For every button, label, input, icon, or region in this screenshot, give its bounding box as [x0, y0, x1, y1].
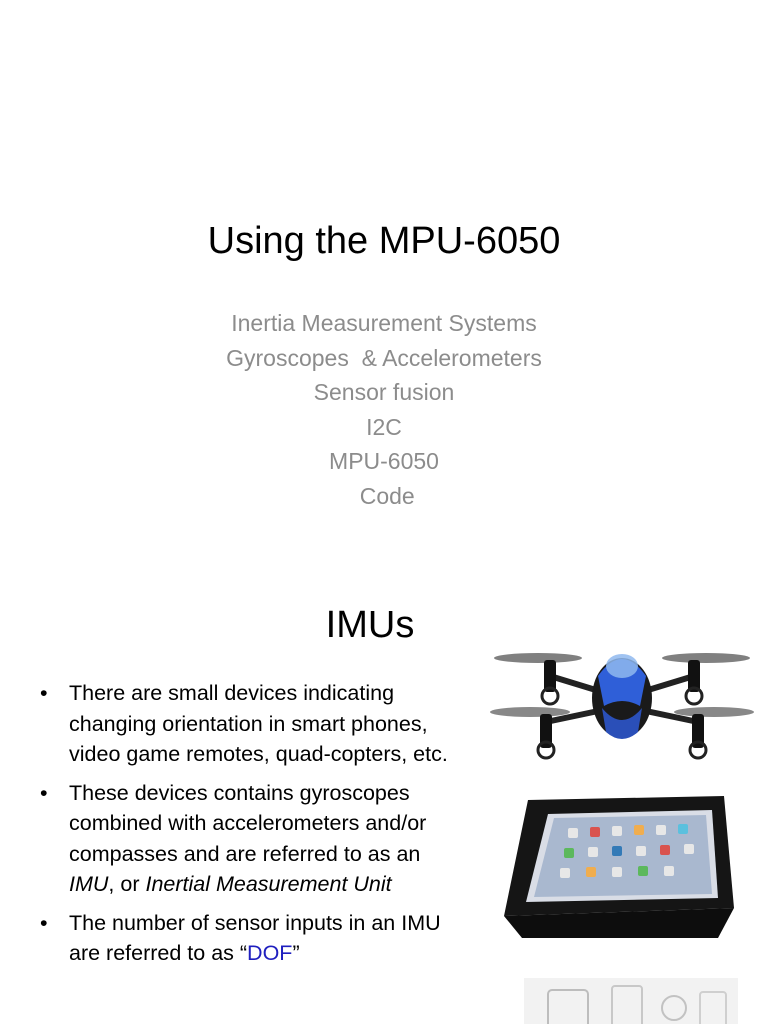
bullet-text-emphasis: IMU [69, 872, 109, 896]
bullet-item [38, 778, 458, 900]
subtitle-line: MPU-6050 [329, 448, 439, 474]
bullet-dot: • [40, 910, 48, 935]
slide-subtitle [0, 306, 768, 513]
bullet-item [38, 678, 458, 770]
subtitle-line: I2C [366, 413, 402, 440]
bullet-item [38, 908, 458, 969]
bullet-dot: • [40, 681, 48, 705]
sensor-boards-image [524, 978, 738, 1024]
quadcopter-image [490, 636, 754, 764]
tablet-image [498, 790, 736, 940]
bullet-text-emphasis: Inertial Measurement Unit [145, 872, 392, 896]
subtitle-line: Inertia Measurement Systems [231, 310, 537, 336]
bullet-text: The number of sensor inputs in an IMU are referred to as “ [69, 910, 441, 965]
subtitle-line: Gyroscopes & Accelerometers [226, 344, 542, 371]
bullet-list [38, 678, 458, 977]
subtitle-line: Sensor fusion [313, 379, 455, 405]
bullet-text: There are small devices indicating changing orientation in smart phones, video game remotes, quad-copters, etc. [69, 681, 448, 766]
bullet-text: These devices contains gyroscopes combined with accelerometers and/or compasses and are referred to as an [69, 780, 427, 866]
slide-imus [0, 576, 768, 1024]
slide-title-heading: Using the MPU-6050 [207, 220, 561, 262]
bullet-text: , or [108, 872, 146, 896]
slide-imus-heading: IMUs [325, 604, 415, 646]
dof-term: DOF [247, 941, 293, 965]
bullet-dot: • [40, 780, 48, 805]
bullet-text: ” [292, 941, 300, 965]
subtitle-line: Code [353, 482, 415, 509]
